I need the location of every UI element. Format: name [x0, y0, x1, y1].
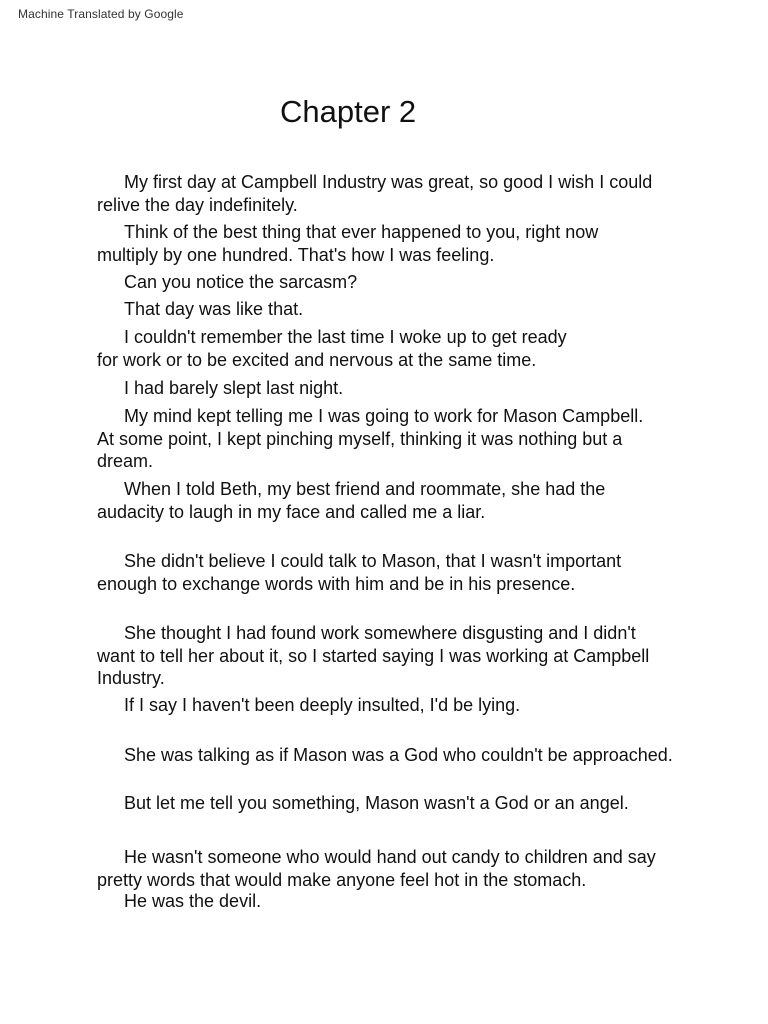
machine-translation-notice: Machine Translated by Google [18, 7, 184, 21]
paragraph-6: I had barely slept last night. [124, 378, 344, 398]
paragraph-11: If I say I haven't been deeply insulted, I'd be lying. [124, 695, 521, 715]
paragraph-4: That day was like that. [124, 299, 304, 319]
chapter-title: Chapter 2 [280, 94, 417, 129]
paragraph-3: Can you notice the sarcasm? [124, 272, 358, 292]
paragraph-7: My mind kept telling me I was going to work for Mason Campbell. At some point, I kept pinching myself, thinking it was nothing but a dream. [97, 406, 644, 471]
paragraph-10: She thought I had found work somewhere disgusting and I didn't want to tell her about it, so I started saying I was working at Campbell Industry. [97, 623, 650, 688]
paragraph-5: I couldn't remember the last time I woke up to get ready for work or to be excited and nervous at the same time. [97, 327, 567, 370]
paragraph-13: But let me tell you something, Mason wasn't a God or an angel. [124, 793, 629, 813]
paragraph-2: Think of the best thing that ever happened to you, right now multiply by one hundred. That's how I was feeling. [97, 222, 599, 265]
paragraph-14: He wasn't someone who would hand out candy to children and say pretty words that would make anyone feel hot in the stomach. [97, 847, 656, 890]
paragraph-12: She was talking as if Mason was a God who couldn't be approached. [124, 745, 673, 765]
paragraph-9: She didn't believe I could talk to Mason, that I wasn't important enough to exchange words with him and be in his presence. [97, 551, 622, 594]
paragraph-1: My first day at Campbell Industry was great, so good I wish I could relive the day indefinitely. [97, 172, 653, 215]
paragraph-8: When I told Beth, my best friend and roommate, she had the audacity to laugh in my face and called me a liar. [97, 479, 606, 522]
paragraph-15: He was the devil. [124, 891, 262, 911]
